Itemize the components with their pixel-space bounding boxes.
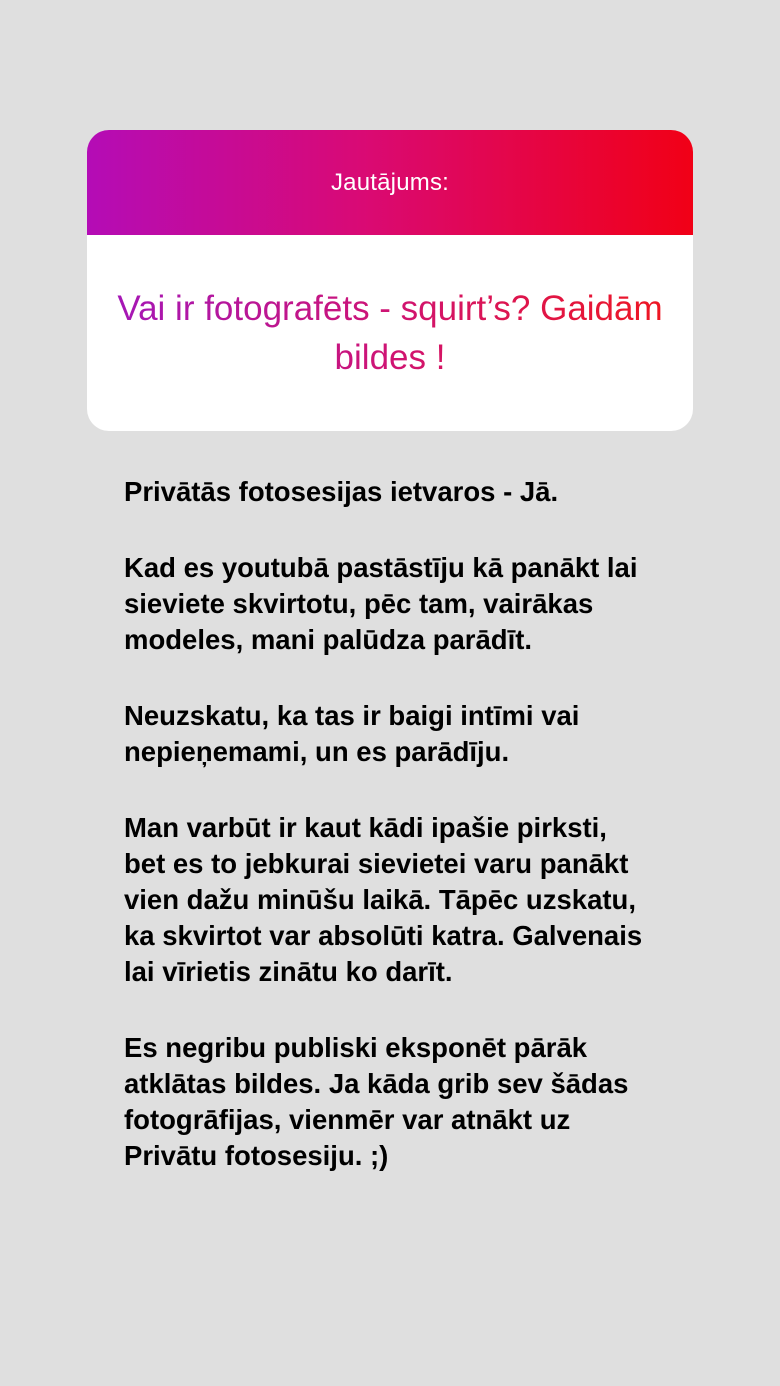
answer-text-block: [124, 474, 724, 1174]
question-text: Vai ir fotografēts - squirt’s? Gaidām bildes !: [110, 284, 670, 382]
answer-paragraph: Privātās fotosesijas ietvaros - Jā.: [124, 476, 559, 507]
answer-paragraph: Neuzskatu, ka tas ir baigi intīmi vai nepieņemami, un es parādīju.: [124, 700, 580, 767]
question-header-label: Jautājums:: [330, 168, 450, 196]
answer-paragraph: Es negribu publiski eksponēt pārāk atklātas bildes. Ja kāda grib sev šādas fotogrāfijas, vienmēr var atnākt uz Privātu fotosesiju. ;): [124, 1032, 629, 1171]
answer-paragraph: Man varbūt ir kaut kādi ipašie pirksti, bet es to jebkurai sievietei varu panākt vien dažu minūšu laikā. Tāpēc uzskatu, ka skvirtot var absolūti katra. Galvenais lai vīrietis zinātu ko darīt.: [124, 812, 643, 987]
question-sticker: [87, 130, 693, 431]
question-sticker-header: [87, 130, 693, 235]
answer-paragraph: Kad es youtubā pastāstīju kā panākt lai sieviete skvirtotu, pēc tam, vairākas modeles, mani palūdza parādīt.: [124, 552, 638, 655]
question-sticker-body: [87, 235, 693, 431]
